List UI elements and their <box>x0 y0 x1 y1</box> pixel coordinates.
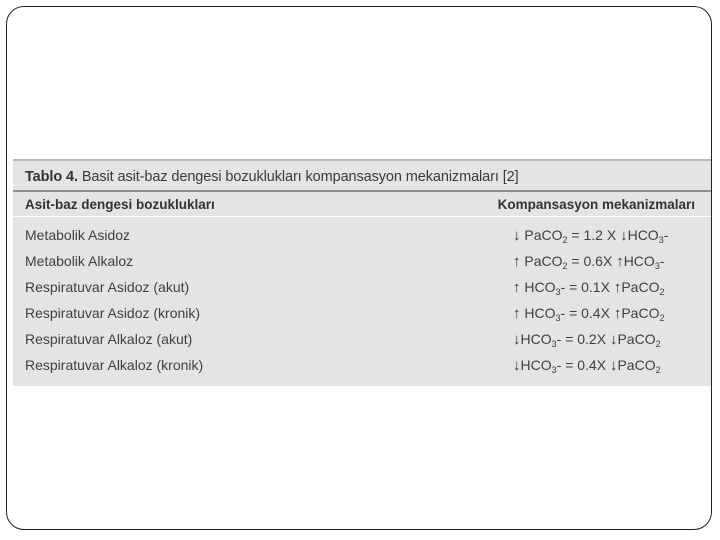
subscript: 3 <box>555 287 561 297</box>
subscript: 2 <box>659 287 665 297</box>
arrow-up-icon: ↑ <box>616 253 624 270</box>
arrow-down-icon: ↓ <box>609 357 618 374</box>
subscript: 2 <box>562 235 568 245</box>
header-divider <box>13 216 711 217</box>
formula-text: = 1.2 X <box>567 227 621 243</box>
table-caption-label: Tablo 4. <box>25 169 78 185</box>
table-row <box>13 327 711 353</box>
formula-text: - <box>659 253 665 269</box>
formula-text: PaCO <box>617 331 656 347</box>
compensation-formula-cell <box>513 357 661 375</box>
formula-text: PaCO <box>621 279 660 295</box>
formula-text: HCO <box>520 357 552 373</box>
arrow-up-icon: ↑ <box>513 253 521 270</box>
formula-text: - <box>663 227 669 243</box>
table-row <box>13 353 711 379</box>
subscript: 3 <box>555 313 561 323</box>
formula-text: HCO <box>627 227 659 243</box>
formula-text: HCO <box>520 305 556 321</box>
compensation-formula-cell <box>513 331 661 349</box>
table-caption <box>25 169 519 185</box>
table-row <box>13 223 711 249</box>
disorder-cell: Metabolik Asidoz <box>25 227 131 243</box>
table-row <box>13 249 711 275</box>
formula-text: = 0.6X <box>567 253 617 269</box>
formula-text: PaCO <box>621 305 660 321</box>
table-caption-text: Basit asit-baz dengesi bozuklukları kompansasyon mekanizmaları [2] <box>77 169 519 185</box>
arrow-up-icon: ↑ <box>513 279 521 296</box>
arrow-down-icon: ↓ <box>513 357 521 374</box>
arrow-up-icon: ↑ <box>613 305 622 322</box>
formula-text: - = 0.4X <box>560 305 614 321</box>
compensation-formula-cell <box>513 253 665 271</box>
subscript: 2 <box>655 339 661 349</box>
table-row <box>13 275 711 301</box>
disorder-cell: Respiratuvar Alkaloz (kronik) <box>25 357 204 373</box>
column-header-mechanism: Kompansasyon mekanizmaları <box>497 197 695 212</box>
table-row <box>13 301 711 327</box>
formula-text: PaCO <box>617 357 656 373</box>
formula-text: PaCO <box>520 253 563 269</box>
formula-text: - = 0.2X <box>556 331 610 347</box>
subscript: 3 <box>551 365 557 375</box>
subscript: 3 <box>551 339 557 349</box>
subscript: 3 <box>654 261 660 271</box>
arrow-down-icon: ↓ <box>620 227 628 244</box>
compensation-formula-cell <box>513 305 664 323</box>
disorder-cell: Respiratuvar Asidoz (kronik) <box>25 305 201 321</box>
formula-text: PaCO <box>520 227 563 243</box>
formula-text: - = 0.1X <box>560 279 614 295</box>
column-header-disorder: Asit-baz dengesi bozuklukları <box>25 197 215 212</box>
formula-text: HCO <box>520 331 552 347</box>
disorder-cell: Metabolik Alkaloz <box>25 253 134 269</box>
disorder-cell: Respiratuvar Alkaloz (akut) <box>25 331 193 347</box>
arrow-up-icon: ↑ <box>613 279 622 296</box>
subscript: 2 <box>655 365 661 375</box>
formula-text: HCO <box>623 253 655 269</box>
arrow-down-icon: ↓ <box>609 331 618 348</box>
subscript: 2 <box>562 261 568 271</box>
disorder-cell: Respiratuvar Asidoz (akut) <box>25 279 190 295</box>
table-panel <box>13 159 711 386</box>
compensation-formula-cell <box>513 279 664 297</box>
arrow-down-icon: ↓ <box>513 331 521 348</box>
arrow-down-icon: ↓ <box>513 227 521 244</box>
formula-text: HCO <box>520 279 556 295</box>
formula-text: - = 0.4X <box>556 357 610 373</box>
subscript: 3 <box>658 235 664 245</box>
subscript: 2 <box>659 313 665 323</box>
arrow-up-icon: ↑ <box>513 305 521 322</box>
compensation-formula-cell <box>513 227 668 245</box>
table-rule <box>13 190 711 192</box>
